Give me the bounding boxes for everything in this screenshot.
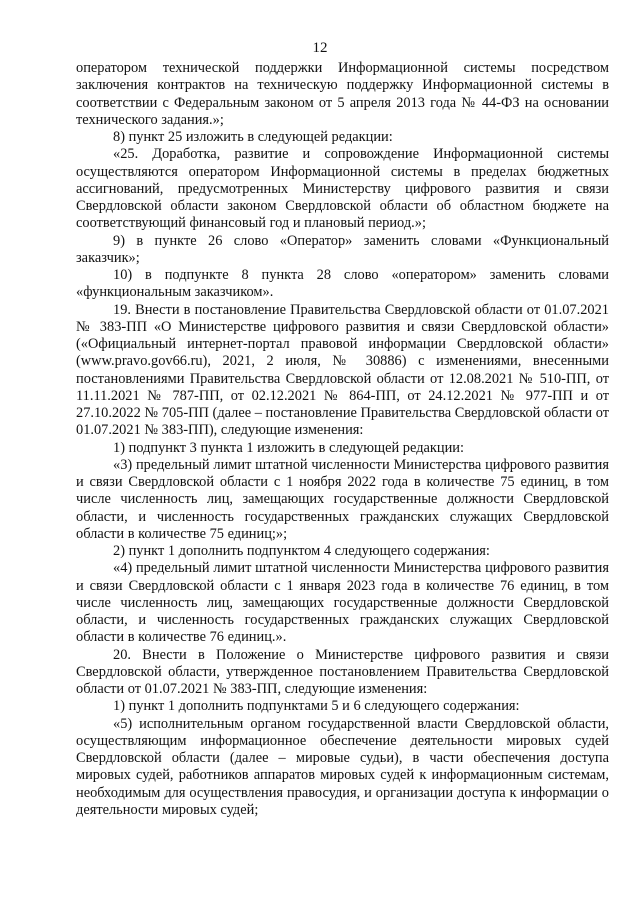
paragraph-section-19: 19. Внести в постановление Правительства Свердловской области от 01.07.2021 № 383-ПП «О Министерстве цифрового развития и связи Свердловской области» («Официальный интернет-портал правовой информации Свердловской области» (www.pravo.gov66.ru), 2021, 2 июля, № 30886) с изменениями, внесенными постановлениями Правительства Свердловской области от 12.08.2021 № 510-ПП, от 11.11.2021 № 787-ПП, от 02.12.2021 № 864-ПП, от 24.12.2021 № 977-ПП и от 27.10.2022 № 705-ПП (далее – постановление Правительства Свердловской области от 01.07.2021 № 383-ПП), следующие изменения: <box>76 301 609 439</box>
paragraph-quote-3: «3) предельный лимит штатной численности Министерства цифрового развития и связи Свердловской области с 1 ноября 2022 года в количестве 75 единиц, в том числе численность лиц, замещающих государственные должности Свердловской области, и численность государственных гражданских служащих Свердловской области в количестве 75 единиц;»; <box>76 456 609 542</box>
paragraph-item-8: 8) пункт 25 изложить в следующей редакции: <box>113 129 393 145</box>
paragraph-quote-5: «5) исполнительным органом государственной власти Свердловской области, осуществляющим информационное обеспечение деятельности мировых судей Свердловской области (далее – мировые судьи), в части обеспечения доступа мировых судей, работников аппаратов мировых судей к информационным системам, необходимым для осуществления правосудия, и организации доступа к информации о деятельности мировых судей; <box>76 715 609 818</box>
paragraph-section-20: 20. Внести в Положение о Министерстве цифрового развития и связи Свердловской области, утвержденное постановлением Правительства Свердловской области от 01.07.2021 № 383-ПП, следующие изменения: <box>76 646 609 697</box>
paragraph-item-10: 10) в подпункте 8 пункта 28 слово «оператором» заменить словами «функциональным заказчиком». <box>76 267 609 301</box>
document-body <box>76 60 609 819</box>
paragraph-quote-4: «4) предельный лимит штатной численности Министерства цифрового развития и связи Свердловской области с 1 января 2023 года в количестве 76 единиц, в том числе численность лиц, замещающих государственные должности Свердловской области, и численность государственных гражданских служащих Свердловской области в количестве 76 единиц.». <box>76 560 609 646</box>
paragraph-quote-25: «25. Доработка, развитие и сопровождение Информационной системы осуществляются оператором Информационной системы в пределах бюджетных ассигнований, предусмотренных Министерству цифрового развития и связи Свердловской области законом Свердловской области об областном бюджете на соответствующий финансовый год и плановый период.»; <box>76 146 609 232</box>
page-number: 12 <box>312 40 328 56</box>
paragraph-continuation: оператором технической поддержки Информационной системы посредством заключения контрактов на техническую поддержку Информационной системы в соответствии с Федеральным законом от 5 апреля 2013 года № 44-ФЗ на основании технического задания.»; <box>76 60 609 128</box>
paragraph-item-9: 9) в пункте 26 слово «Оператор» заменить словами «Функциональный заказчик»; <box>76 232 609 266</box>
paragraph-subitem-2: 2) пункт 1 дополнить подпунктом 4 следующего содержания: <box>113 543 490 559</box>
paragraph-subitem-1-b: 1) пункт 1 дополнить подпунктами 5 и 6 следующего содержания: <box>113 698 520 715</box>
paragraph-subitem-1: 1) подпункт 3 пункта 1 изложить в следующей редакции: <box>113 439 464 456</box>
